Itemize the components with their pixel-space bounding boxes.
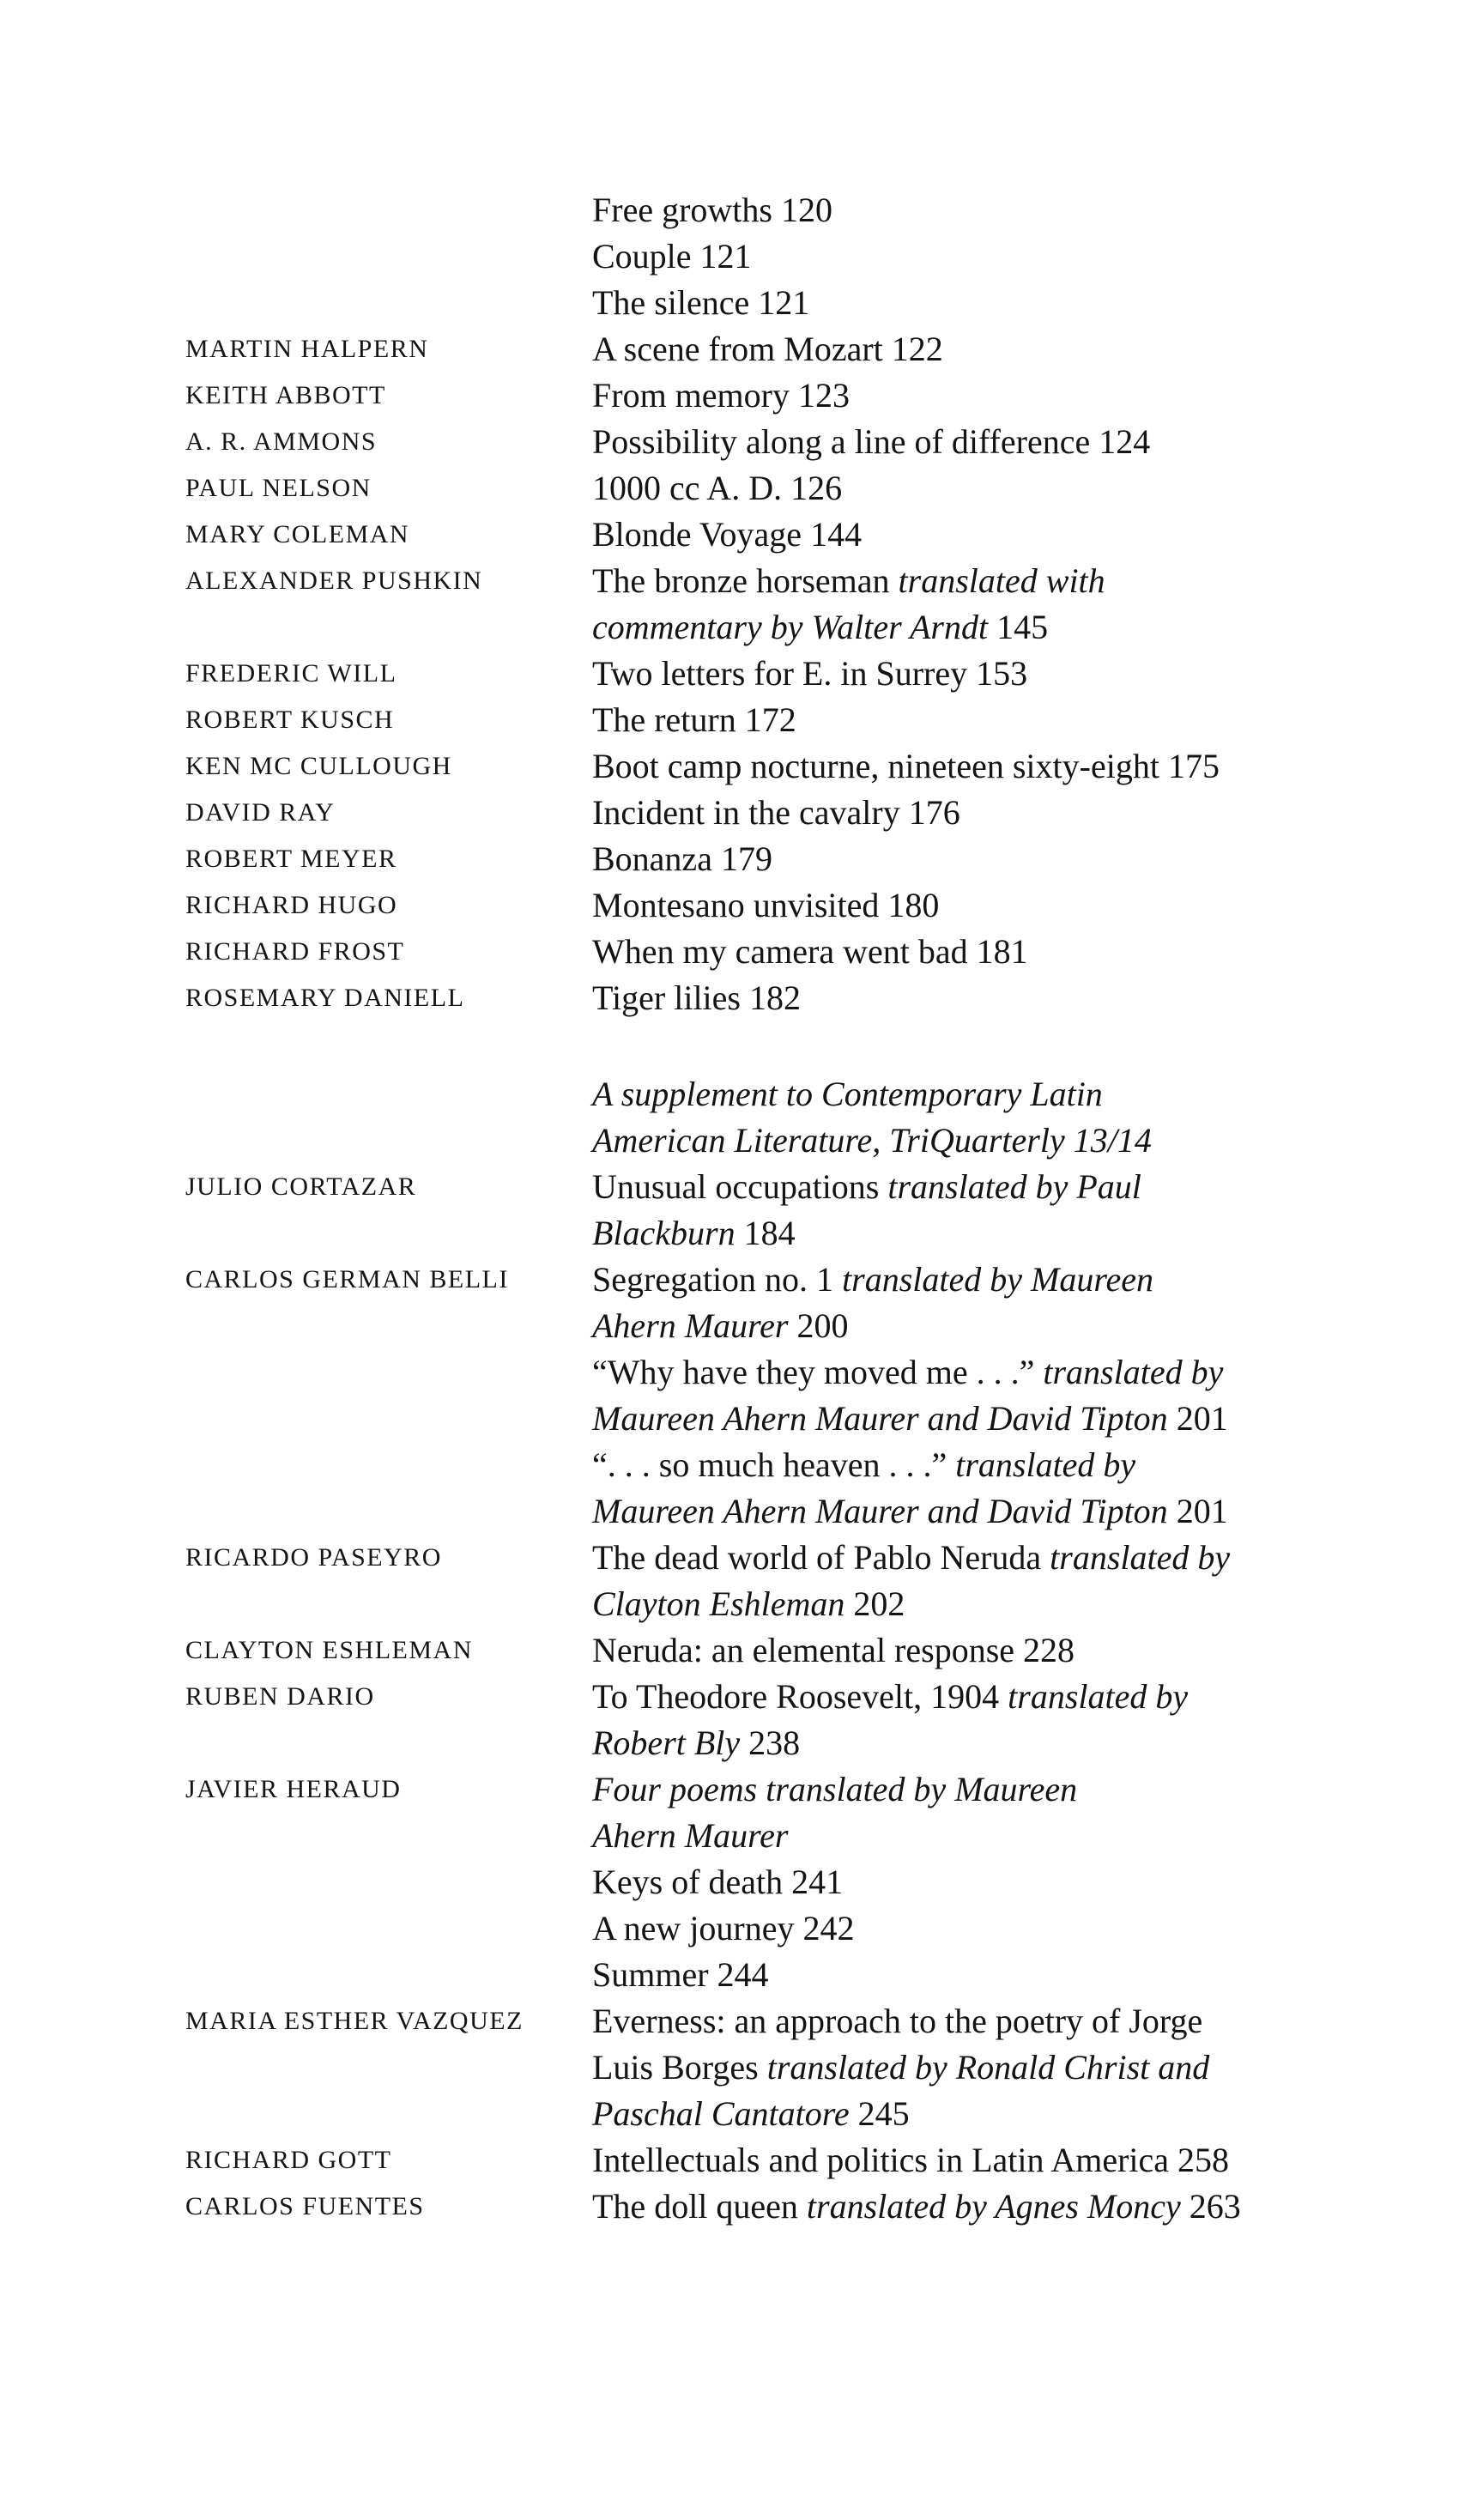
entry-title-text: Unusual occupations bbox=[592, 1167, 888, 1206]
entry-title-text: Neruda: an elemental response bbox=[592, 1631, 1024, 1669]
entry-italic-text: translated by bbox=[1050, 1538, 1231, 1577]
entry-line bbox=[592, 1488, 1365, 1535]
entry-line bbox=[592, 604, 1365, 651]
entry-line bbox=[592, 465, 1365, 512]
entry-italic-text: Four poems translated by Maureen bbox=[592, 1770, 1078, 1808]
page-number: 244 bbox=[717, 1955, 769, 1994]
entry-italic-text: translated with bbox=[898, 561, 1105, 600]
author-name: ROBERT MEYER bbox=[185, 845, 397, 873]
entry-line bbox=[592, 1998, 1365, 2044]
page-number: 258 bbox=[1177, 2141, 1230, 2179]
page-number: 184 bbox=[743, 1214, 796, 1252]
entry-title-text: Everness: an approach to the poetry of Jorge bbox=[592, 2002, 1203, 2040]
entry-line bbox=[592, 2184, 1365, 2230]
author-name: MARY COLEMAN bbox=[185, 520, 410, 548]
entry-title-text: Couple bbox=[592, 237, 700, 276]
entry-line bbox=[592, 1535, 1365, 1581]
entry-title-text: Incident in the cavalry bbox=[592, 793, 909, 832]
page-number: 201 bbox=[1176, 1492, 1228, 1530]
entry-line bbox=[592, 1905, 1365, 1952]
entry-line bbox=[592, 651, 1365, 697]
entry-title-text: The doll queen bbox=[592, 2187, 807, 2226]
page-number: 145 bbox=[996, 608, 1049, 646]
entry-title-text: Luis Borges bbox=[592, 2048, 767, 2087]
page-number: 228 bbox=[1023, 1631, 1075, 1669]
entry-italic-text: Ahern Maurer bbox=[592, 1306, 797, 1345]
entry-italic-text: translated by Agnes Moncy bbox=[806, 2187, 1190, 2226]
author-name: RUBEN DARIO bbox=[185, 1682, 375, 1711]
page-number: 201 bbox=[1176, 1399, 1228, 1438]
entry-line bbox=[592, 187, 1365, 233]
author-name: ROBERT KUSCH bbox=[185, 706, 395, 734]
author-name: A. R. AMMONS bbox=[185, 427, 378, 456]
entry-title-text: “. . . so much heaven . . .” bbox=[592, 1445, 956, 1484]
author-name: CARLOS GERMAN BELLI bbox=[185, 1265, 509, 1293]
entry-italic-text: Ahern Maurer bbox=[592, 1816, 789, 1855]
entry-italic-text: translated by Maureen bbox=[842, 1260, 1153, 1299]
entry-title-text: When my camera went bad bbox=[592, 932, 977, 971]
entry-italic-text: Blackburn bbox=[592, 1214, 744, 1252]
entry-title-text: To Theodore Roosevelt, 1904 bbox=[592, 1677, 1008, 1716]
entry-line bbox=[592, 233, 1365, 280]
author-name: ROSEMARY DANIELL bbox=[185, 984, 465, 1012]
entry-title-text: The silence bbox=[592, 283, 759, 322]
entry-line bbox=[592, 1164, 1365, 1210]
author-name: RICARDO PASEYRO bbox=[185, 1543, 442, 1572]
entry-italic-text: translated by Ronald Christ and bbox=[766, 2048, 1210, 2087]
entry-line bbox=[592, 1813, 1365, 1859]
author-name: KEN MC CULLOUGH bbox=[185, 752, 452, 780]
page-number: 242 bbox=[802, 1909, 855, 1948]
supplement-heading-line: American Literature, TriQuarterly 13/14 bbox=[592, 1121, 1152, 1160]
entry-title-text: Summer bbox=[592, 1955, 717, 1994]
page-number: 176 bbox=[908, 793, 960, 832]
author-name: JULIO CORTAZAR bbox=[185, 1172, 417, 1201]
author-name: JAVIER HERAUD bbox=[185, 1775, 402, 1803]
entry-title-text: “Why have they moved me . . .” bbox=[592, 1353, 1044, 1391]
page-number: 122 bbox=[891, 330, 943, 368]
author-name: PAUL NELSON bbox=[185, 474, 372, 502]
author-name: ALEXANDER PUSHKIN bbox=[185, 566, 483, 595]
page-number: 123 bbox=[797, 376, 850, 415]
author-name: KEITH ABBOTT bbox=[185, 381, 386, 409]
page-number: 126 bbox=[790, 469, 843, 507]
page-number: 153 bbox=[976, 654, 1028, 693]
page-number: 241 bbox=[791, 1863, 844, 1901]
entry-title-text: The return bbox=[592, 700, 745, 739]
entry-line bbox=[592, 280, 1365, 326]
entry-title-text: Bonanza bbox=[592, 839, 721, 878]
page-number: 179 bbox=[720, 839, 772, 878]
page-number: 238 bbox=[748, 1723, 801, 1762]
page-number: 175 bbox=[1167, 747, 1220, 785]
entry-line bbox=[592, 697, 1365, 743]
entry-title-text: A scene from Mozart bbox=[592, 330, 892, 368]
page-number: 121 bbox=[758, 283, 810, 322]
entry-title-text: Segregation no. 1 bbox=[592, 1260, 843, 1299]
entry-italic-text: Clayton Eshleman bbox=[592, 1584, 854, 1623]
entry-title-text: 1000 cc A. D. bbox=[592, 469, 791, 507]
page-number: 181 bbox=[976, 932, 1028, 971]
author-name: DAVID RAY bbox=[185, 798, 336, 827]
entry-italic-text: Paschal Cantatore bbox=[592, 2094, 858, 2133]
entry-title-text: Free growths bbox=[592, 191, 781, 229]
page-number: 182 bbox=[749, 978, 801, 1017]
entry-line bbox=[592, 326, 1365, 373]
entry-title-text: Tiger lilies bbox=[592, 978, 749, 1017]
entry-line bbox=[592, 1303, 1365, 1349]
entry-italic-text: translated by bbox=[1043, 1353, 1224, 1391]
entry-line bbox=[592, 1674, 1365, 1720]
author-name: MARTIN HALPERN bbox=[185, 335, 429, 363]
entry-line bbox=[592, 2137, 1365, 2184]
entry-line bbox=[592, 512, 1365, 558]
entry-italic-text: commentary by Walter Arndt bbox=[592, 608, 997, 646]
entry-line bbox=[592, 2044, 1365, 2091]
entry-title-text: Blonde Voyage bbox=[592, 515, 811, 554]
entry-title-text: From memory bbox=[592, 376, 798, 415]
entry-title-text: A new journey bbox=[592, 1909, 803, 1948]
author-name: CLAYTON ESHLEMAN bbox=[185, 1636, 473, 1664]
entry-line bbox=[592, 1766, 1365, 1813]
page-number: 124 bbox=[1099, 422, 1151, 461]
entry-title-text: Keys of death bbox=[592, 1863, 792, 1901]
page-number: 202 bbox=[853, 1584, 905, 1623]
entry-line bbox=[592, 419, 1365, 465]
entry-line bbox=[592, 929, 1365, 975]
entry-italic-text: translated by bbox=[955, 1445, 1136, 1484]
page-number: 121 bbox=[699, 237, 752, 276]
author-name: FREDERIC WILL bbox=[185, 659, 397, 688]
page-number: 172 bbox=[744, 700, 796, 739]
entry-line bbox=[592, 743, 1365, 790]
entry-line bbox=[592, 836, 1365, 882]
entry-line bbox=[592, 1442, 1365, 1488]
entry-title-text: The dead world of Pablo Neruda bbox=[592, 1538, 1050, 1577]
entry-title-text: Possibility along a line of difference bbox=[592, 422, 1099, 461]
page-number: 180 bbox=[887, 886, 940, 924]
entry-title-text: Intellectuals and politics in Latin America bbox=[592, 2141, 1178, 2179]
entry-italic-text: translated by bbox=[1008, 1677, 1189, 1716]
entry-title-text: Montesano unvisited bbox=[592, 886, 888, 924]
author-name: RICHARD GOTT bbox=[185, 2146, 392, 2174]
entry-line bbox=[592, 1581, 1365, 1627]
entry-italic-text: Maureen Ahern Maurer and David Tipton bbox=[592, 1399, 1177, 1438]
entry-line bbox=[592, 1859, 1365, 1905]
entry-line bbox=[592, 2091, 1365, 2137]
page-number: 200 bbox=[796, 1306, 849, 1345]
entry-line bbox=[592, 558, 1365, 604]
entry-italic-text: Robert Bly bbox=[592, 1723, 749, 1762]
author-name: CARLOS FUENTES bbox=[185, 2192, 425, 2220]
entry-line bbox=[592, 790, 1365, 836]
page-number: 144 bbox=[810, 515, 863, 554]
page-number: 245 bbox=[857, 2094, 910, 2133]
entry-line bbox=[592, 1349, 1365, 1396]
entry-line bbox=[592, 1720, 1365, 1766]
entry-line bbox=[592, 1396, 1365, 1442]
author-name: MARIA ESTHER VAZQUEZ bbox=[185, 2007, 524, 2035]
entry-line bbox=[592, 1952, 1365, 1998]
entry-line bbox=[592, 1257, 1365, 1303]
entry-italic-text: Maureen Ahern Maurer and David Tipton bbox=[592, 1492, 1177, 1530]
supplement-heading-line: A supplement to Contemporary Latin bbox=[592, 1075, 1103, 1113]
entry-line bbox=[592, 882, 1365, 929]
entry-line bbox=[592, 373, 1365, 419]
author-name: RICHARD FROST bbox=[185, 937, 405, 966]
entry-title-text: Boot camp nocturne, nineteen sixty-eight bbox=[592, 747, 1168, 785]
entry-line bbox=[592, 975, 1365, 1021]
author-name: RICHARD HUGO bbox=[185, 891, 398, 919]
entry-line bbox=[592, 1210, 1365, 1257]
entry-line bbox=[592, 1627, 1365, 1674]
entry-title-text: The bronze horseman bbox=[592, 561, 899, 600]
entry-italic-text: translated by Paul bbox=[887, 1167, 1141, 1206]
page-number: 120 bbox=[780, 191, 832, 229]
entry-title-text: Two letters for E. in Surrey bbox=[592, 654, 977, 693]
page-number: 263 bbox=[1189, 2187, 1241, 2226]
